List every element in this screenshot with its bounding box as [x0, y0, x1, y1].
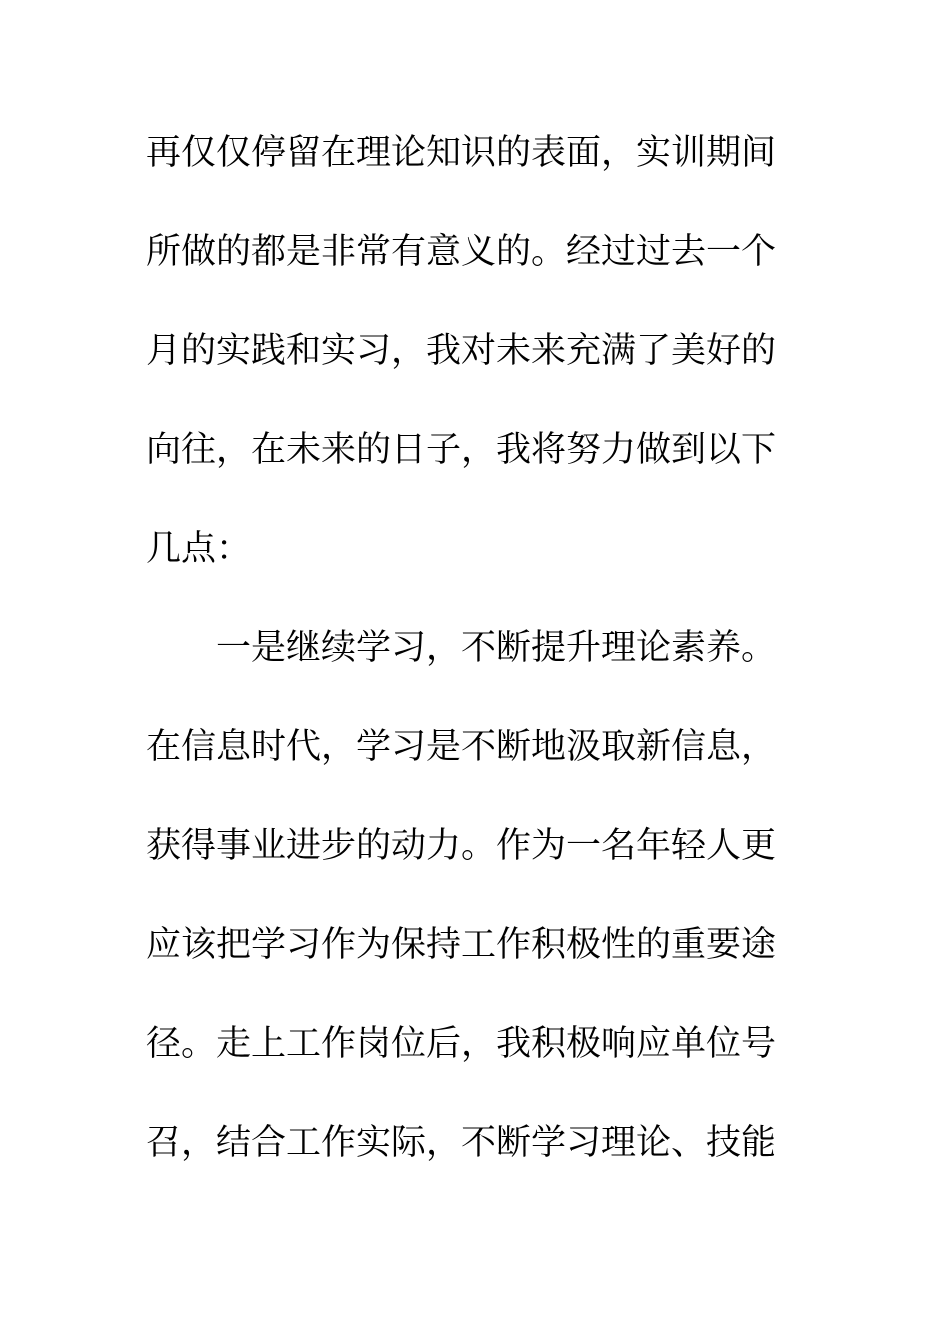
text-line: 径。走上工作岗位后，我积极响应单位号 — [146, 1024, 777, 1064]
text-line: 几点： — [146, 529, 252, 569]
text-line: 召，结合工作实际，不断学习理论、技能 — [146, 1123, 777, 1163]
text-line: 获得事业进步的动力。作为一名年轻人更 — [146, 826, 777, 866]
text-line: 在信息时代，学习是不断地汲取新信息， — [146, 727, 777, 767]
paragraph-heading-line: 一是继续学习，不断提升理论素养。 — [216, 628, 777, 668]
text-line: 再仅仅停留在理论知识的表面，实训期间 — [146, 133, 777, 173]
text-line: 月的实践和实习，我对未来充满了美好的 — [146, 331, 777, 371]
text-line: 所做的都是非常有意义的。经过过去一个 — [146, 232, 777, 272]
document-body — [146, 128, 786, 1217]
text-line: 应该把学习作为保持工作积极性的重要途 — [146, 925, 777, 965]
text-line: 向往，在未来的日子，我将努力做到以下 — [146, 430, 777, 470]
